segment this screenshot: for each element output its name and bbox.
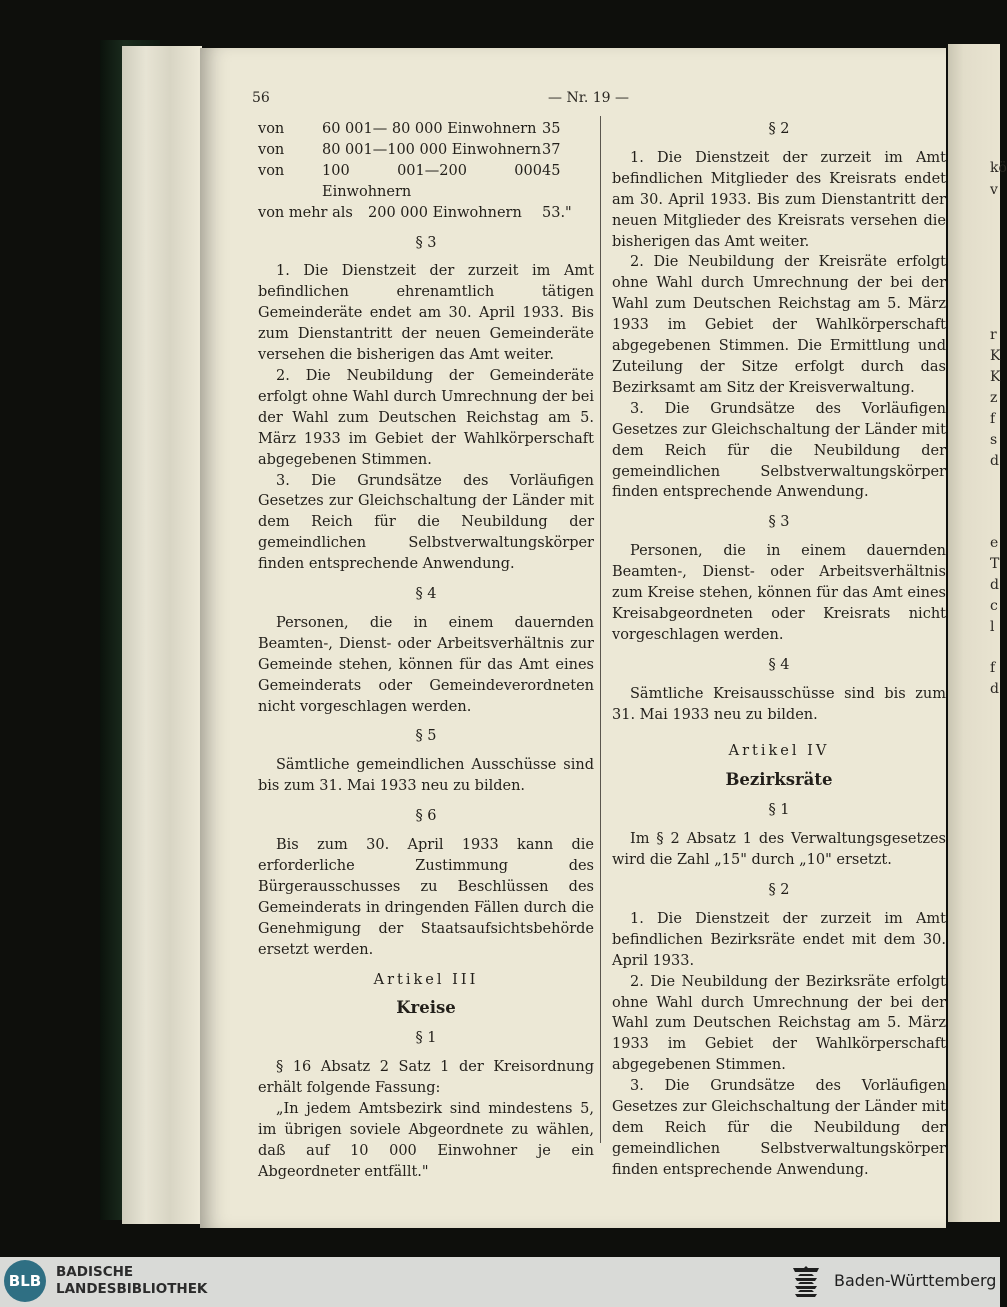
next-page-text: kö xyxy=(990,160,1007,176)
section-heading: § 6 xyxy=(415,808,437,825)
paragraph: Bis zum 30. April 1933 kann die erforderliche Zustimmung des Bürgerausschusses zu Beschlüssen des Gemeinderats in dringenden Fällen durch die Genehmigung der Staatsaufsichtsbehörde ersetzt werden. xyxy=(258,837,594,958)
library-name[interactable] xyxy=(56,1264,207,1298)
next-page-text: r xyxy=(990,327,997,343)
left-column xyxy=(258,119,594,1183)
library-name-line2: LANDESBIBLIOTHEK xyxy=(56,1281,208,1297)
table-row xyxy=(258,119,594,140)
section-heading: § 3 xyxy=(415,234,437,251)
paragraph: § 16 Absatz 2 Satz 1 der Kreisordnung erhält folgende Fassung: xyxy=(258,1059,594,1097)
row-value: 35 xyxy=(542,121,561,137)
next-page-text: K xyxy=(990,348,1001,364)
next-page-text: e xyxy=(990,535,999,551)
paragraph: Personen, die in einem dauernden Beamten-, Dienst- oder Arbeitsverhältnis zur Gemeinde stehen, können für das Amt eines Gemeinderats oder Gemeindeverordneten nicht vorgeschlagen werden. xyxy=(258,614,594,715)
row-value: 45 xyxy=(542,162,561,179)
table-row xyxy=(258,203,594,224)
table-row xyxy=(258,161,594,203)
footer-bar xyxy=(0,1257,1000,1307)
row-range: 200 000 Einwohnern xyxy=(368,204,522,221)
next-page-text: c xyxy=(990,598,998,614)
paragraph: 2. Die Neubildung der Gemeinderäte erfolgt ohne Wahl durch Umrechnung der bei der Wahl zum Deutschen Reichstag am 5. März 1933 im Gebiet der Wahlkörperschaft abgegebenen Stimmen. xyxy=(258,367,594,468)
row-value: 37 xyxy=(542,141,561,158)
row-range: 80 001—100 000 Einwohnern xyxy=(322,141,542,158)
section-heading: § 4 xyxy=(415,586,437,603)
next-page-text: s xyxy=(990,432,998,448)
article-title: Bezirksräte xyxy=(725,770,833,790)
paragraph: Im § 2 Absatz 1 des Verwaltungsgesetzes wird die Zahl „15" durch „10" ersetzt. xyxy=(612,831,946,869)
column-divider xyxy=(600,116,601,1143)
section-heading: § 4 xyxy=(768,656,790,673)
next-page-text: v xyxy=(990,182,998,198)
next-page-text: f xyxy=(990,411,996,427)
row-prefix: von xyxy=(258,121,285,137)
next-page-text: K xyxy=(990,369,1001,385)
issue-number: — Nr. 19 — xyxy=(548,90,630,106)
next-page-text: f xyxy=(990,660,996,676)
row-range: 60 001— 80 000 Einwohnern xyxy=(322,121,537,137)
article-title: Kreise xyxy=(396,998,456,1018)
stag-coat-of-arms-icon xyxy=(790,1264,822,1300)
paragraph: 2. Die Neubildung der Bezirksräte erfolgt ohne Wahl durch Umrechnung der bei der Wahl zum Deutschen Reichstag am 5. März 1933 im Gebiet der Wahlkörperschaft abgegebenen Stimmen. xyxy=(612,973,946,1074)
paragraph: „In jedem Amtsbezirk sind mindestens 5, im übrigen soviele Abgeordnete zu wählen, daß auf 10 000 Einwohner je ein Abgeordneter entfällt." xyxy=(258,1101,594,1180)
section-heading: § 5 xyxy=(415,728,437,745)
next-page-text: d xyxy=(990,453,999,469)
library-name-line1: BADISCHE xyxy=(56,1264,134,1280)
row-range: 100 001—200 000 Einwohnern xyxy=(322,162,542,200)
paragraph: 2. Die Neubildung der Kreisräte erfolgt ohne Wahl durch Umrechnung der bei der Wahl zum Deutschen Reichstag am 5. März 1933 im Gebiet der Wahlkörperschaft abgegebenen Stimmen. Die Ermittlung und Zuteilung der Sitze erfolgt durch das Bezirksamt am Sitz der Kreisverwaltung. xyxy=(612,254,946,396)
next-page-text: d xyxy=(990,577,999,593)
paragraph: 3. Die Grundsätze des Vorläufigen Gesetzes zur Gleichschaltung der Länder mit dem Reich für die Neubildung der gemeindlichen Selbstverwaltungskörper finden entsprechende Anwendung. xyxy=(258,472,594,573)
paragraph: 3. Die Grundsätze des Vorläufigen Gesetzes zur Gleichschaltung der Länder mit dem Reich für die Neubildung der gemeindlichen Selbstverwaltungskörper finden entsprechende Anwendung. xyxy=(612,1078,946,1178)
paragraph: Personen, die in einem dauernden Beamten-, Dienst- oder Arbeitsverhältnis zum Kreise stehen, können für das Amt eines Kreisabgeordneten oder Kreisrats nicht vorgeschlagen werden. xyxy=(612,543,946,643)
section-heading: § 3 xyxy=(768,514,790,531)
paragraph: Sämtliche gemeindlichen Ausschüsse sind bis zum 31. Mai 1933 neu zu bilden. xyxy=(258,757,594,795)
table-row xyxy=(258,140,594,161)
page-number: 56 xyxy=(252,90,270,106)
next-page-text: d xyxy=(990,681,999,697)
section-heading: § 2 xyxy=(768,121,790,137)
next-page-text: z xyxy=(990,390,998,406)
next-page-text: l xyxy=(990,619,995,635)
paragraph: 1. Die Dienstzeit der zurzeit im Amt befindlichen ehrenamtlich tätigen Gemeinderäte endet am 30. April 1933. Bis zum Dienstantritt der neuen Gemeinderäte versehen die bisherigen das Amt weiter. xyxy=(258,263,594,364)
page-stack-edge xyxy=(122,46,202,1224)
section-heading: § 1 xyxy=(415,1030,437,1047)
row-prefix: von mehr als xyxy=(258,204,353,221)
paragraph: Sämtliche Kreisausschüsse sind bis zum 31. Mai 1933 neu zu bilden. xyxy=(612,685,946,723)
paragraph: 1. Die Dienstzeit der zurzeit im Amt befindlichen Bezirksräte endet mit dem 30. April 1933. xyxy=(612,910,946,969)
paragraph: 1. Die Dienstzeit der zurzeit im Amt befindlichen Mitglieder des Kreisrats endet am 30. April 1933. Bis zum Dienstantritt der neuen Mitglieder des Kreisrats versehen die bisherigen das Amt weiter. xyxy=(612,149,946,250)
article-heading: Artikel III xyxy=(373,971,479,988)
article-heading: Artikel IV xyxy=(728,743,830,760)
blb-logo[interactable]: BLB xyxy=(4,1260,46,1302)
population-table xyxy=(258,119,594,224)
row-prefix: von xyxy=(258,141,285,158)
row-value: 53." xyxy=(542,204,572,221)
right-column xyxy=(612,119,946,1181)
section-heading: § 1 xyxy=(768,802,790,819)
row-prefix: von xyxy=(258,162,285,179)
paragraph: 3. Die Grundsätze des Vorläufigen Gesetzes zur Gleichschaltung der Länder mit dem Reich für die Neubildung der gemeindlichen Selbstverwaltungskörper finden entsprechende Anwendung. xyxy=(612,400,946,501)
state-name[interactable]: Baden-Württemberg xyxy=(834,1271,997,1290)
next-page-text: T xyxy=(990,556,1000,572)
section-heading: § 2 xyxy=(768,882,790,898)
